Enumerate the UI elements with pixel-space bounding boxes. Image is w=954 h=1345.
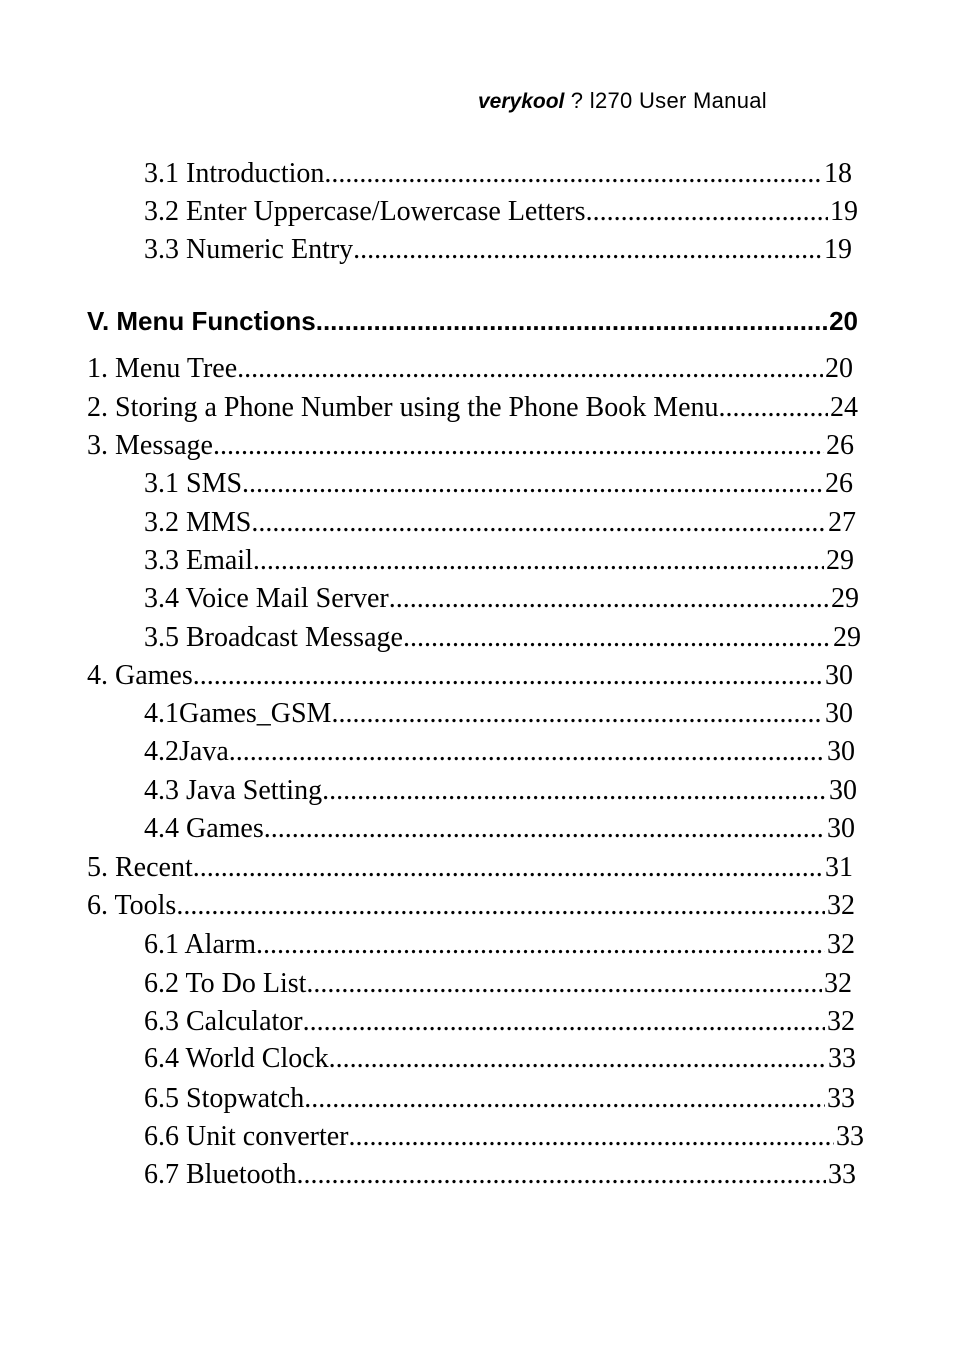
toc-entry xyxy=(87,892,855,920)
toc-entry-title: 4. Games xyxy=(87,660,193,691)
toc-entry-title: 4.3 Java Setting xyxy=(144,775,323,806)
toc-entry xyxy=(144,547,854,575)
toc-entry xyxy=(144,815,855,843)
toc-entry-title: 3.5 Broadcast Message xyxy=(144,622,403,653)
toc-leader-dots xyxy=(256,931,825,959)
toc-entry-page: 30 xyxy=(827,813,855,844)
toc-leader-dots xyxy=(586,198,828,226)
toc-entry-title: 3.3 Email xyxy=(144,545,253,576)
toc-entry-page: 32 xyxy=(827,929,855,960)
toc-entry-page: 33 xyxy=(827,1083,855,1114)
toc-entry-title: 3. Message xyxy=(87,430,213,461)
toc-entry-title: 6.1 Alarm xyxy=(144,929,256,960)
toc-entry-title: 6.2 To Do List xyxy=(144,968,307,999)
header-title: ? l270 User Manual xyxy=(564,88,767,113)
toc-leader-dots xyxy=(329,1045,826,1073)
toc-leader-dots xyxy=(719,394,828,422)
toc-entry-page: 26 xyxy=(826,430,854,461)
toc-leader-dots xyxy=(389,585,829,613)
toc-entry-page: 30 xyxy=(825,698,853,729)
toc-entry-title: 6. Tools xyxy=(87,890,177,921)
toc-entry-page: 20 xyxy=(829,306,858,336)
toc-entry-page: 33 xyxy=(828,1159,856,1190)
toc-leader-dots xyxy=(324,160,822,188)
toc-leader-dots xyxy=(403,624,831,652)
toc-entry-title: 6.4 World Clock xyxy=(144,1043,329,1074)
toc-entry xyxy=(144,236,852,264)
toc-entry xyxy=(144,198,858,226)
toc-leader-dots xyxy=(296,1161,826,1189)
toc-entry-title: 3.2 MMS xyxy=(144,507,252,538)
toc-entry xyxy=(87,355,853,383)
toc-entry-title: V. Menu Functions xyxy=(87,306,316,336)
header-brand: verykool xyxy=(478,90,565,113)
toc-entry xyxy=(144,1045,856,1073)
toc-entry xyxy=(144,624,861,652)
toc-leader-dots xyxy=(229,738,825,766)
toc-entry xyxy=(87,432,854,460)
toc-leader-dots xyxy=(176,892,825,920)
toc-entry-title: 5. Recent xyxy=(87,852,193,883)
toc-leader-dots xyxy=(306,970,822,998)
toc-entry-page: 31 xyxy=(825,852,853,883)
toc-entry-page: 18 xyxy=(824,158,852,189)
toc-entry-title: 6.7 Bluetooth xyxy=(144,1159,297,1190)
toc-entry xyxy=(144,585,859,613)
toc-entry-title: 4.1Games_GSM xyxy=(144,698,332,729)
toc-entry xyxy=(144,970,852,998)
toc-entry xyxy=(144,777,857,805)
toc-leader-dots xyxy=(253,547,824,575)
toc-entry-title: 3.4 Voice Mail Server xyxy=(144,583,389,614)
toc-leader-dots xyxy=(322,777,827,805)
toc-entry-title: 3.1 Introduction xyxy=(144,158,325,189)
toc-entry-page: 20 xyxy=(825,353,853,384)
toc-entry xyxy=(144,1123,864,1151)
toc-entry xyxy=(144,470,853,498)
toc-leader-dots xyxy=(237,355,823,383)
toc-entry-page: 27 xyxy=(828,507,856,538)
toc-entry-page: 32 xyxy=(827,1006,855,1037)
toc-leader-dots xyxy=(193,854,823,882)
toc-entry xyxy=(144,509,856,537)
toc-leader-dots xyxy=(303,1008,825,1036)
toc-entry-page: 32 xyxy=(827,890,855,921)
toc-entry-page: 24 xyxy=(830,392,858,423)
toc-leader-dots xyxy=(349,1123,835,1151)
toc-entry xyxy=(87,394,858,422)
toc-entry-page: 19 xyxy=(824,234,852,265)
toc-entry xyxy=(144,1085,855,1113)
toc-entry xyxy=(144,931,855,959)
toc-entry-title: 6.6 Unit converter xyxy=(144,1121,349,1152)
toc-leader-dots xyxy=(264,815,825,843)
toc-entry-page: 33 xyxy=(828,1043,856,1074)
toc-entry-page: 30 xyxy=(829,775,857,806)
toc-entry xyxy=(87,662,853,690)
toc-entry-page: 29 xyxy=(831,583,859,614)
toc-leader-dots xyxy=(331,700,823,728)
toc-leader-dots xyxy=(251,509,826,537)
toc-entry-title: 3.2 Enter Uppercase/Lowercase Letters xyxy=(144,196,586,227)
toc-entry xyxy=(144,1161,856,1189)
toc-entry-page: 19 xyxy=(830,196,858,227)
toc-entry xyxy=(144,160,852,188)
toc-section-heading xyxy=(87,308,858,334)
toc-entry-page: 32 xyxy=(824,968,852,999)
toc-entry-page: 26 xyxy=(825,468,853,499)
toc-entry-title: 4.4 Games xyxy=(144,813,264,844)
toc-leader-dots xyxy=(193,662,823,690)
toc-entry-page: 33 xyxy=(836,1121,864,1152)
toc-entry-title: 3.3 Numeric Entry xyxy=(144,234,354,265)
toc-entry xyxy=(87,854,853,882)
toc-entry-page: 30 xyxy=(827,736,855,767)
toc-entry-page: 29 xyxy=(833,622,861,653)
toc-entry xyxy=(144,700,853,728)
toc-leader-dots xyxy=(304,1085,825,1113)
toc-leader-dots xyxy=(242,470,823,498)
toc-leader-dots xyxy=(316,308,827,334)
toc-entry-title: 3.1 SMS xyxy=(144,468,243,499)
toc-entry-title: 1. Menu Tree xyxy=(87,353,238,384)
toc-entry-title: 6.3 Calculator xyxy=(144,1006,303,1037)
running-header xyxy=(478,88,767,114)
toc-entry xyxy=(144,738,855,766)
toc-entry-page: 29 xyxy=(826,545,854,576)
toc-entry-title: 4.2Java xyxy=(144,736,229,767)
toc-leader-dots xyxy=(213,432,824,460)
toc-leader-dots xyxy=(353,236,822,264)
toc-entry-page: 30 xyxy=(825,660,853,691)
toc-entry-title: 6.5 Stopwatch xyxy=(144,1083,305,1114)
toc-entry xyxy=(144,1008,855,1036)
toc-entry-title: 2. Storing a Phone Number using the Phone Book Menu xyxy=(87,392,719,423)
